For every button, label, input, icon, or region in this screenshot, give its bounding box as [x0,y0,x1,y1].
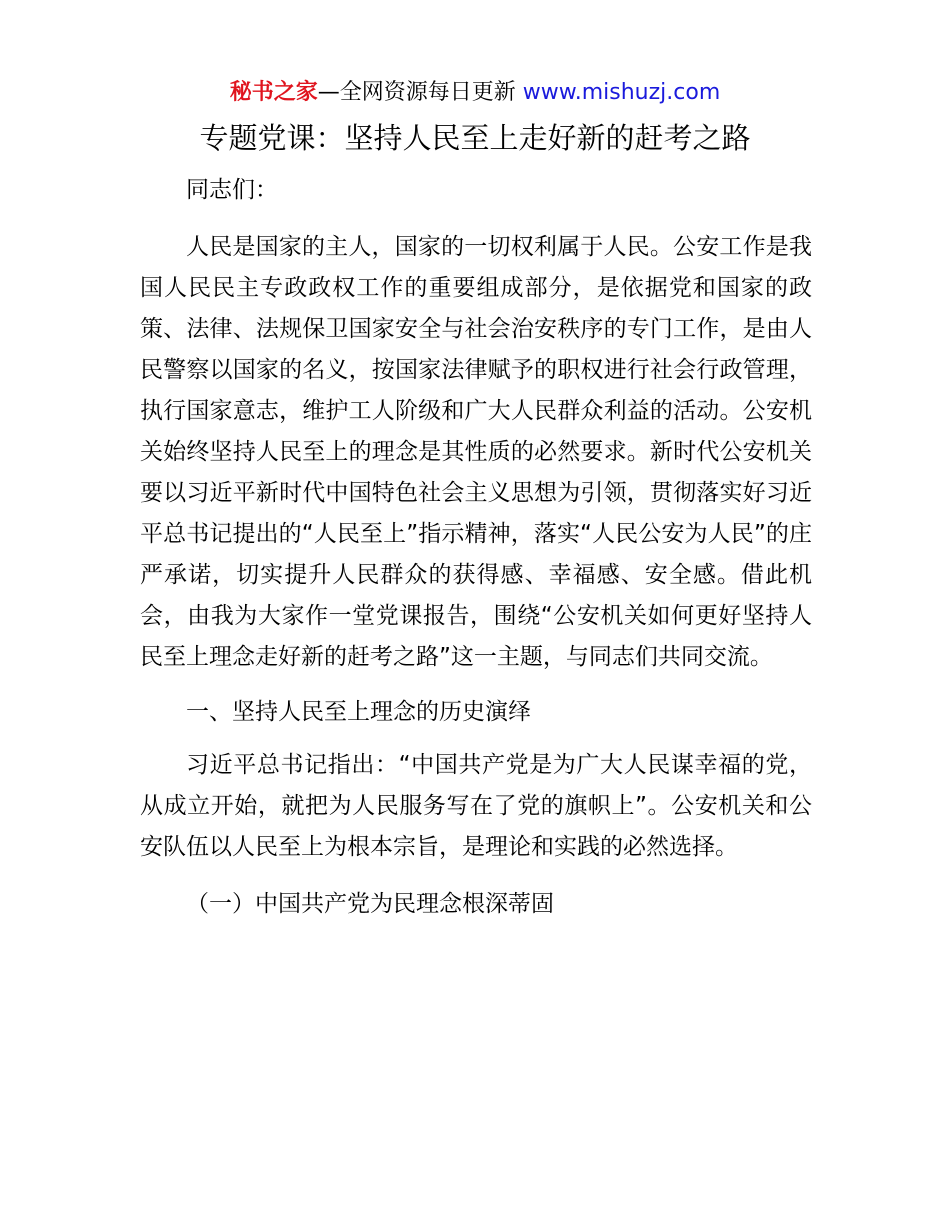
site-header [0,78,950,108]
site-url[interactable]: www.mishuzj.com [522,80,721,105]
site-tagline: —全网资源每日更新 [317,80,523,105]
site-brand: 秘书之家 [229,80,318,105]
subsection-heading: （一）中国共产党为民理念根深蒂固 [186,891,554,917]
document-body [140,170,812,925]
section-heading: 一、坚持人民至上理念的历史演绎 [186,699,531,725]
document-title: 专题党课：坚持人民至上走好新的赶考之路 [199,121,751,155]
intro-paragraph: 人民是国家的主人，国家的一切权利属于人民。公安工作是我国人民民主专政政权工作的重要组成部分，是依据党和国家的政策、法律、法规保卫国家安全与社会治安秩序的专门工作，是由人民警察以国家的名义，按国家法律赋予的职权进行社会行政管理，执行国家意志，维护工人阶级和广大人民群众利益的活动。公安机关始终坚持人民至上的理念是其性质的必然要求。新时代公安机关要以习近平新时代中国特色社会主义思想为引领，贯彻落实好习近平总书记提出的“人民至上”指示精神，落实“人民公安为人民”的庄严承诺，切实提升人民群众的获得感、幸福感、安全感。借此机会，由我为大家作一堂党课报告，围绕“公安机关如何更好坚持人民至上理念走好新的赶考之路”这一主题，与同志们共同交流。 [140,234,812,670]
section-paragraph: 习近平总书记指出：“中国共产党是为广大人民谋幸福的党，从成立开始，就把为人民服务写在了党的旗帜上”。公安机关和公安队伍以人民至上为根本宗旨，是理论和实践的必然选择。 [140,752,812,860]
salutation: 同志们： [186,177,278,203]
